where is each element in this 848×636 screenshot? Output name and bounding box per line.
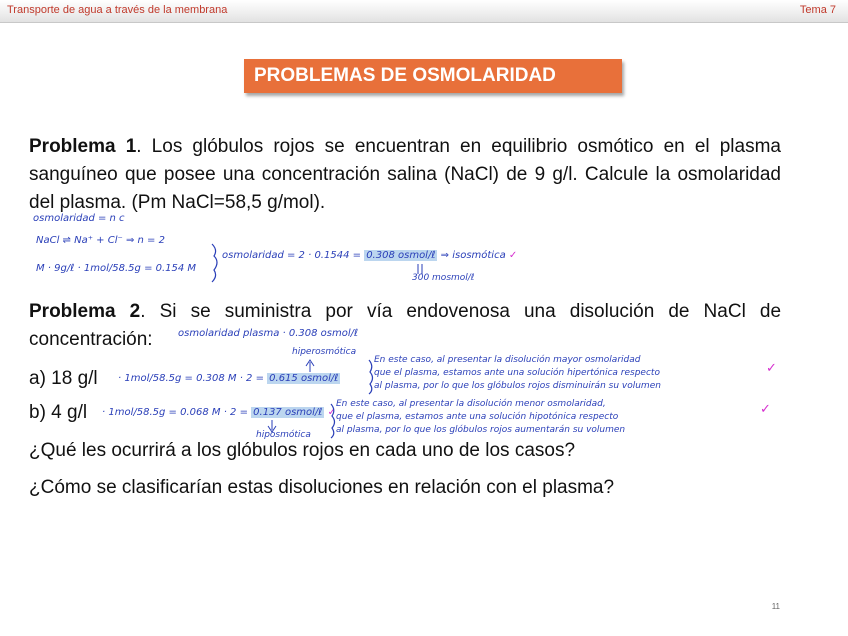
header-chapter: Tema 7: [799, 4, 836, 16]
hw-option-a-note-1: En este caso, al presentar la disolución mayor osmolaridad: [374, 355, 641, 365]
slide-title: PROBLEMAS DE OSMOLARIDAD: [244, 59, 622, 93]
question-1: ¿Qué les ocurrirá a los glóbulos rojos en cada uno de los casos?: [29, 440, 576, 461]
question-2: ¿Cómo se clasificarían estas disoluciones en relación con el plasma?: [29, 477, 615, 498]
problem-1-text: . Los glóbulos rojos se encuentran en equilibrio osmótico en el plasma sanguíneo que posee una concentración salina (NaCl) de 9 g/l. Calcule la osmolaridad del plasma. (Pm NaCl=58,5 g/mol).: [29, 136, 781, 213]
hw-option-b-calc-text: · 1mol/58.5g = 0.068 M · 2 =: [102, 407, 248, 418]
check-mark-icon: ✓: [508, 250, 518, 261]
problem-1-label: Problema 1: [29, 136, 137, 157]
hw-dissociation: NaCl ⇌ Na⁺ + Cl⁻ ⇒ n = 2: [36, 235, 165, 246]
hw-option-a-note-3: al plasma, por lo que los glóbulos rojos disminuirán su volumen: [374, 381, 661, 391]
problem-2-label: Problema 2: [29, 301, 141, 322]
hw-molarity: M · 9g/ℓ · 1mol/58.5g = 0.154 M: [36, 263, 197, 274]
hw-hyperosmotic-label: hiperosmótica: [292, 347, 357, 357]
option-b: b) 4 g/l: [29, 402, 88, 423]
brace-b: [331, 404, 335, 438]
up-arrow-icon: [306, 360, 314, 372]
header-title: Transporte de agua a través de la membrana: [7, 4, 228, 16]
problem-2-text: . Si se suministra por vía endovenosa una disolución de NaCl de concentración:: [29, 301, 782, 350]
hw-option-b-note-3: al plasma, por lo que los glóbulos rojos aumentarán su volumen: [336, 425, 626, 435]
check-mark-icon: ✓: [766, 361, 777, 376]
hw-option-a-note-2: que el plasma, estamos ante una solución hipertónica respecto: [374, 368, 660, 378]
page-number: 11: [771, 602, 780, 611]
option-a: a) 18 g/l: [29, 368, 98, 389]
down-arrow-icon: [268, 420, 276, 432]
brace-p1: [212, 244, 217, 282]
hw-hyposmotic-label: hiposmótica: [256, 430, 311, 440]
hw-isosmotic-label: ⇒ isosmótica: [440, 250, 506, 261]
equals-stroke: [418, 264, 422, 274]
check-mark-icon: ✓: [327, 407, 337, 418]
hw-option-b-result: 0.137 osmol/ℓ: [253, 407, 323, 418]
brace-a: [369, 360, 373, 394]
check-mark-icon: ✓: [760, 402, 771, 417]
hw-option-b-note-1: En este caso, al presentar la disolución menor osmolaridad,: [336, 399, 606, 409]
hw-osmolarity-result: 0.308 osmol/ℓ: [366, 250, 436, 261]
hw-osmolarity-formula: osmolaridad = n c: [33, 213, 125, 224]
hw-option-a-calc-text: · 1mol/58.5g = 0.308 M · 2 =: [118, 373, 264, 384]
hw-osmolarity-calc-prefix: osmolaridad = 2 · 0.1544 =: [222, 250, 361, 261]
hw-option-a-result: 0.615 osmol/ℓ: [269, 373, 339, 384]
hw-mosmol: 300 mosmol/ℓ: [412, 273, 475, 283]
hw-option-b-note-2: que el plasma, estamos ante una solución hipotónica respecto: [336, 412, 619, 422]
hw-plasma-osmolarity: osmolaridad plasma · 0.308 osmol/ℓ: [178, 328, 359, 339]
